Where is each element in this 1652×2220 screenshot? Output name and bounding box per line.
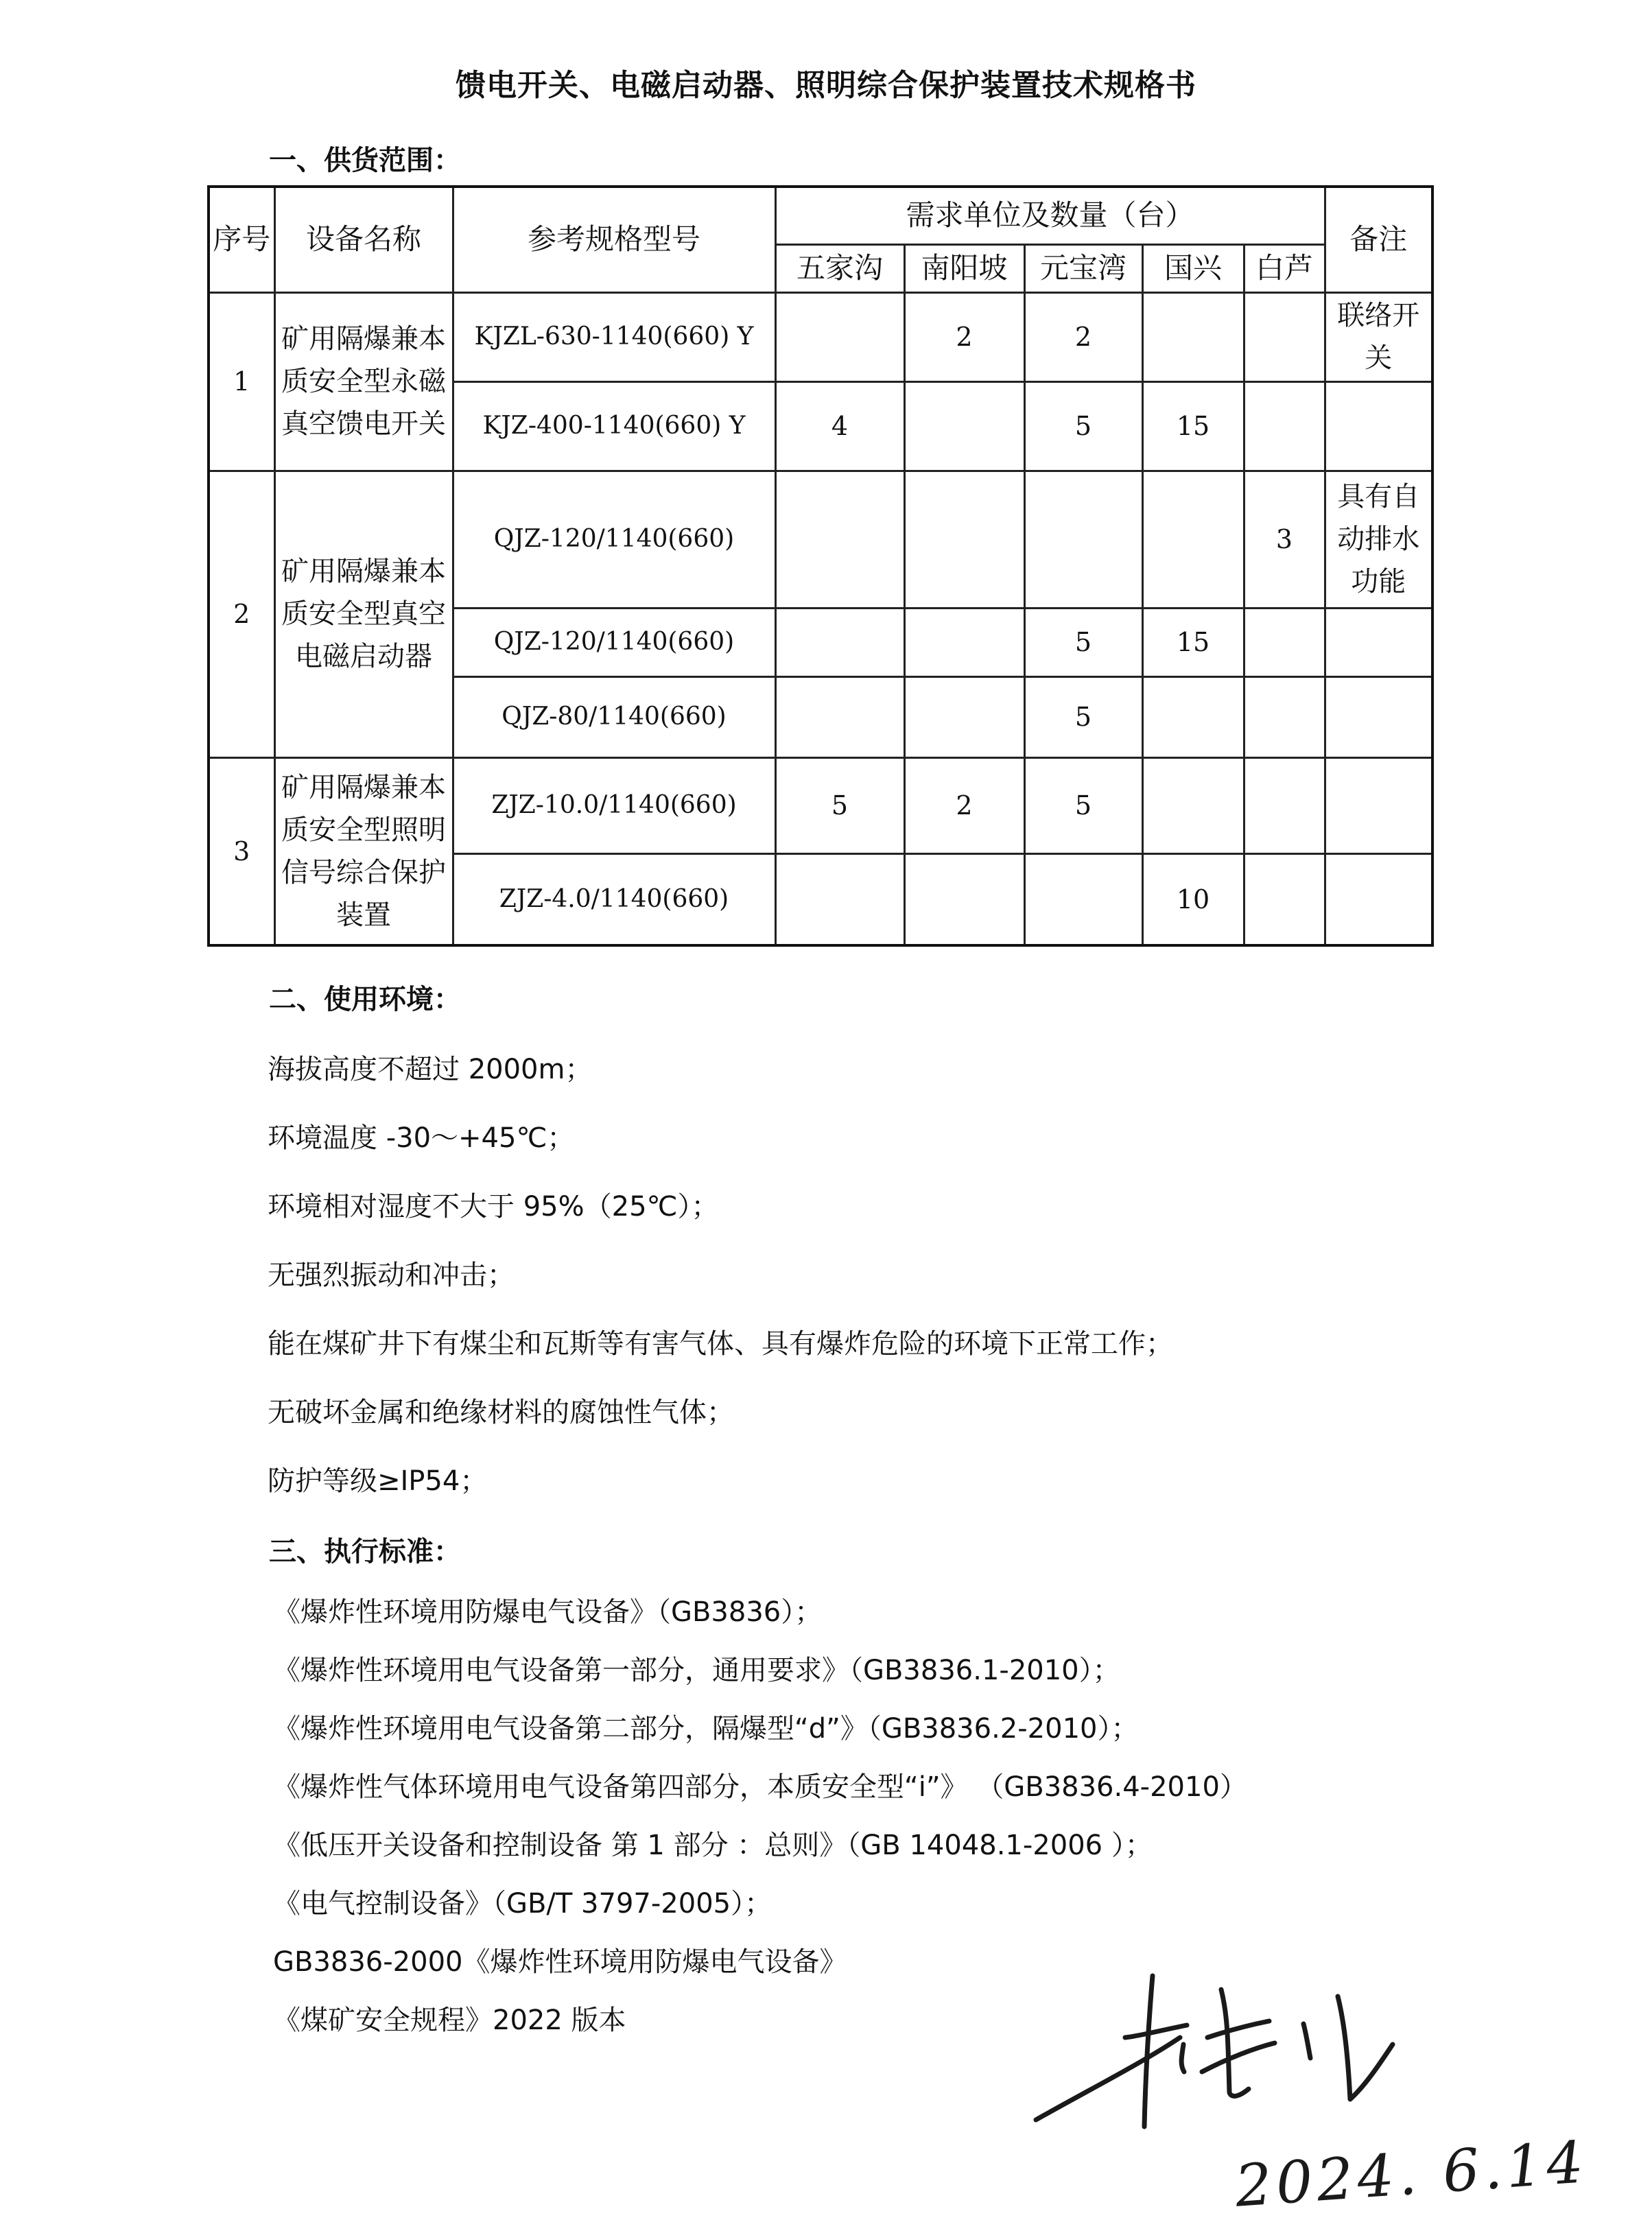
qty-cell: 5 bbox=[1024, 676, 1142, 757]
remark-cell: 具有自动排水功能 bbox=[1325, 471, 1432, 608]
qty-cell: 10 bbox=[1142, 853, 1244, 945]
model-cell: ZJZ-4.0/1140(660) bbox=[453, 853, 775, 945]
header-name: 设备名称 bbox=[274, 187, 453, 292]
qty-cell: 5 bbox=[1024, 608, 1142, 676]
header-unit-guoxing: 国兴 bbox=[1142, 244, 1244, 292]
qty-cell: 15 bbox=[1142, 608, 1244, 676]
standard-item: 《低压开关设备和控制设备 第 1 部分 ：总则》（GB 14048.1-2006 ）； bbox=[273, 1830, 1153, 1861]
env-item: 无强烈振动和冲击； bbox=[268, 1260, 515, 1291]
qty-cell bbox=[904, 853, 1024, 945]
qty-cell: 2 bbox=[904, 292, 1024, 381]
remark-cell bbox=[1325, 757, 1432, 853]
header-model: 参考规格型号 bbox=[453, 187, 775, 292]
model-cell: QJZ-80/1140(660) bbox=[453, 676, 775, 757]
qty-cell bbox=[1244, 292, 1325, 381]
device-name-cell: 矿用隔爆兼本质安全型真空电磁启动器 bbox=[274, 471, 453, 757]
device-name-cell: 矿用隔爆兼本质安全型照明信号综合保护装置 bbox=[274, 757, 453, 945]
model-cell: KJZ-400-1140(660) Y bbox=[453, 381, 775, 471]
qty-cell bbox=[775, 292, 904, 381]
qty-cell bbox=[1244, 381, 1325, 471]
qty-cell bbox=[775, 608, 904, 676]
standard-item: 《爆炸性环境用电气设备第一部分，通用要求》（GB3836.1-2010）； bbox=[273, 1655, 1120, 1686]
qty-cell: 4 bbox=[775, 381, 904, 471]
handwritten-signature bbox=[1022, 1962, 1448, 2140]
qty-cell: 5 bbox=[1024, 757, 1142, 853]
qty-cell bbox=[775, 676, 904, 757]
table-row bbox=[209, 757, 1432, 853]
remark-cell bbox=[1325, 608, 1432, 676]
qty-cell bbox=[1244, 853, 1325, 945]
seq-cell: 2 bbox=[209, 471, 274, 757]
qty-cell: 5 bbox=[1024, 381, 1142, 471]
qty-cell bbox=[904, 471, 1024, 608]
model-cell: QJZ-120/1140(660) bbox=[453, 608, 775, 676]
qty-cell bbox=[1244, 608, 1325, 676]
qty-cell bbox=[904, 381, 1024, 471]
qty-cell: 2 bbox=[1024, 292, 1142, 381]
standard-item: 《煤矿安全规程》2022 版本 bbox=[273, 2005, 626, 2036]
document-title: 馈电开关、电磁启动器、照明综合保护装置技术规格书 bbox=[456, 68, 1196, 103]
device-name-cell: 矿用隔爆兼本质安全型永磁真空馈电开关 bbox=[274, 292, 453, 471]
standard-item: 《电气控制设备》（GB/T 3797-2005）； bbox=[273, 1888, 772, 1920]
header-unit-bailu: 白芦 bbox=[1244, 244, 1325, 292]
qty-cell bbox=[904, 676, 1024, 757]
qty-cell bbox=[1024, 853, 1142, 945]
header-unit-yuanbaowan: 元宝湾 bbox=[1024, 244, 1142, 292]
env-item: 防护等级≥IP54； bbox=[268, 1465, 488, 1497]
qty-cell bbox=[1142, 292, 1244, 381]
model-cell: ZJZ-10.0/1140(660) bbox=[453, 757, 775, 853]
qty-cell: 3 bbox=[1244, 471, 1325, 608]
model-cell: KJZL-630-1140(660) Y bbox=[453, 292, 775, 381]
remark-cell bbox=[1325, 853, 1432, 945]
model-cell: QJZ-120/1140(660) bbox=[453, 471, 775, 608]
section-env-heading: 二、使用环境： bbox=[269, 984, 461, 1015]
remark-cell bbox=[1325, 381, 1432, 471]
table-row bbox=[209, 292, 1432, 381]
qty-cell bbox=[775, 471, 904, 608]
env-item: 海拔高度不超过 2000m； bbox=[268, 1054, 593, 1085]
remark-cell: 联络开关 bbox=[1325, 292, 1432, 381]
standard-item: 《爆炸性环境用防爆电气设备》（GB3836）； bbox=[273, 1596, 823, 1628]
env-item: 无破坏金属和绝缘材料的腐蚀性气体； bbox=[268, 1397, 734, 1428]
qty-cell bbox=[775, 853, 904, 945]
qty-cell bbox=[1244, 676, 1325, 757]
qty-cell: 2 bbox=[904, 757, 1024, 853]
table-row bbox=[209, 471, 1432, 608]
remark-cell bbox=[1325, 676, 1432, 757]
signature-date: 2024. 6.14 bbox=[1233, 2128, 1590, 2220]
section-std-heading: 三、执行标准： bbox=[269, 1536, 461, 1568]
qty-cell bbox=[1024, 471, 1142, 608]
qty-cell bbox=[1142, 471, 1244, 608]
qty-cell: 15 bbox=[1142, 381, 1244, 471]
seq-cell: 3 bbox=[209, 757, 274, 945]
header-seq: 序号 bbox=[209, 187, 274, 292]
header-demand: 需求单位及数量（台） bbox=[775, 187, 1325, 244]
header-unit-nanyangpo: 南阳坡 bbox=[904, 244, 1024, 292]
qty-cell: 5 bbox=[775, 757, 904, 853]
standard-item: 《爆炸性环境用电气设备第二部分，隔爆型“d”》（GB3836.2-2010）； bbox=[273, 1713, 1139, 1745]
header-unit-wujiagou: 五家沟 bbox=[775, 244, 904, 292]
header-remark: 备注 bbox=[1325, 187, 1432, 292]
qty-cell bbox=[904, 608, 1024, 676]
standard-item: GB3836-2000《爆炸性环境用防爆电气设备》 bbox=[273, 1946, 847, 1978]
env-item: 环境温度 -30～+45℃； bbox=[268, 1122, 575, 1154]
env-item: 环境相对湿度不大于 95%（25℃）； bbox=[268, 1191, 719, 1223]
seq-cell: 1 bbox=[209, 292, 274, 471]
qty-cell bbox=[1142, 757, 1244, 853]
qty-cell bbox=[1142, 676, 1244, 757]
standard-item: 《爆炸性气体环境用电气设备第四部分，本质安全型“i”》 （GB3836.4-2010） bbox=[273, 1771, 1247, 1803]
qty-cell bbox=[1244, 757, 1325, 853]
section-supply-heading: 一、供货范围： bbox=[269, 145, 461, 176]
env-item: 能在煤矿井下有煤尘和瓦斯等有害气体、具有爆炸危险的环境下正常工作； bbox=[268, 1328, 1173, 1360]
supply-table bbox=[207, 185, 1434, 947]
